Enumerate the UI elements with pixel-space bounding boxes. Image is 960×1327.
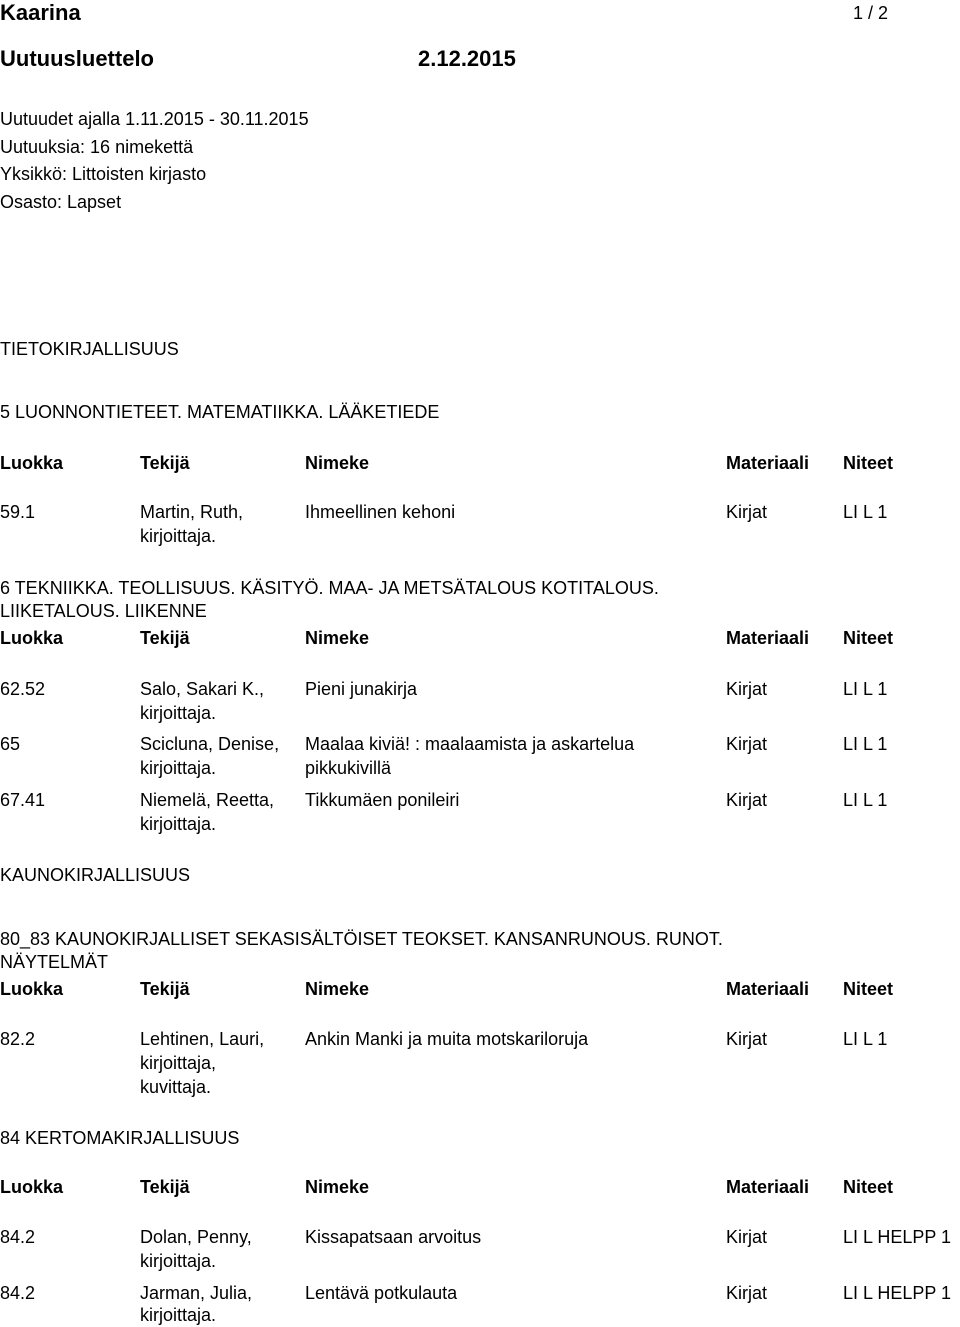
row-author-role: kirjoittaja. [140,526,217,546]
row-author: Jarman, Julia, [140,1283,253,1303]
table-row [0,500,960,550]
row-material: Kirjat [726,734,768,754]
row-author-role: kirjoittaja. [140,1305,217,1325]
column-header-title: Nimeke [305,453,370,473]
row-material: Kirjat [726,1029,768,1049]
column-header-title: Nimeke [305,979,370,999]
subsection-heading: 80_83 KAUNOKIRJALLISET SEKASISÄLTÖISET TEOKSET. KANSANRUNOUS. RUNOT. [0,929,723,949]
section-heading: TIETOKIRJALLISUUS [0,339,179,359]
table-header [0,1175,960,1199]
row-location: LI L 1 [843,1029,888,1049]
row-class: 62.52 [0,679,46,699]
document-title: Uutuusluettelo [0,46,154,71]
table-row [0,732,960,782]
row-author: Salo, Sakari K., [140,679,265,699]
row-author: Martin, Ruth, [140,502,244,522]
row-author-role: kirjoittaja. [140,758,217,778]
period-text: Uutuudet ajalla 1.11.2015 - 30.11.2015 [0,109,309,129]
column-header-class: Luokka [0,1177,64,1197]
row-material: Kirjat [726,679,768,699]
column-header-location: Niteet [843,1177,894,1197]
table-row [0,1225,960,1275]
column-header-title: Nimeke [305,1177,370,1197]
column-header-author: Tekijä [140,979,190,999]
row-author-role: kirjoittaja. [140,814,217,834]
row-class: 65 [0,734,21,754]
subsection-heading: 6 TEKNIIKKA. TEOLLISUUS. KÄSITYÖ. MAA- JA METSÄTALOUS KOTITALOUS. [0,578,659,598]
column-header-author: Tekijä [140,628,190,648]
table-header [0,626,960,650]
row-author-role-2: kuvittaja. [140,1077,212,1097]
row-author-role: kirjoittaja. [140,1251,217,1271]
column-header-material: Materiaali [726,628,810,648]
row-location: LI L 1 [843,790,888,810]
library-name: Kaarina [0,0,81,25]
row-title: Ankin Manki ja muita motskariloruja [305,1029,589,1049]
row-material: Kirjat [726,1283,768,1303]
row-class: 67.41 [0,790,46,810]
row-class: 59.1 [0,502,36,522]
column-header-location: Niteet [843,453,894,473]
row-class: 82.2 [0,1029,36,1049]
row-author: Scicluna, Denise, [140,734,280,754]
row-class: 84.2 [0,1283,36,1303]
row-title: Lentävä potkulauta [305,1283,458,1303]
column-header-location: Niteet [843,979,894,999]
count-text: Uutuuksia: 16 nimekettä [0,137,194,157]
column-header-material: Materiaali [726,453,810,473]
table-row [0,788,960,838]
row-material: Kirjat [726,790,768,810]
row-material: Kirjat [726,1227,768,1247]
row-location: LI L 1 [843,734,888,754]
column-header-author: Tekijä [140,1177,190,1197]
row-title: Tikkumäen ponileiri [305,790,460,810]
column-header-material: Materiaali [726,1177,810,1197]
row-title: Pieni junakirja [305,679,418,699]
subsection-heading: 5 LUONNONTIETEET. MATEMATIIKKA. LÄÄKETIEDE [0,402,440,422]
table-header [0,977,960,1001]
row-author: Niemelä, Reetta, [140,790,275,810]
row-class: 84.2 [0,1227,36,1247]
table-header [0,451,960,475]
column-header-title: Nimeke [305,628,370,648]
row-title: Kissapatsaan arvoitus [305,1227,482,1247]
column-header-class: Luokka [0,453,64,473]
column-header-material: Materiaali [726,979,810,999]
row-title: Ihmeellinen kehoni [305,502,456,522]
column-header-author: Tekijä [140,453,190,473]
row-title: Maalaa kiviä! : maalaamista ja askartelua [305,734,635,754]
row-author: Lehtinen, Lauri, [140,1029,265,1049]
row-author: Dolan, Penny, [140,1227,252,1247]
row-location: LI L 1 [843,502,888,522]
table-row [0,1281,960,1326]
row-title-cont: pikkukivillä [305,758,392,778]
table-row [0,1027,960,1101]
subsection-heading-cont: NÄYTELMÄT [0,952,109,972]
section-heading: KAUNOKIRJALLISUUS [0,865,191,885]
subsection-heading: 84 KERTOMAKIRJALLISUUS [0,1128,240,1148]
subsection-heading-cont: LIIKETALOUS. LIIKENNE [0,601,207,621]
page-number: 1 / 2 [853,3,889,23]
table-row [0,677,960,727]
row-location: LI L HELPP 1 [843,1227,952,1247]
department-text: Osasto: Lapset [0,192,122,212]
column-header-location: Niteet [843,628,894,648]
row-author-role: kirjoittaja. [140,703,217,723]
row-location: LI L HELPP 1 [843,1283,952,1303]
column-header-class: Luokka [0,628,64,648]
row-location: LI L 1 [843,679,888,699]
column-header-class: Luokka [0,979,64,999]
unit-text: Yksikkö: Littoisten kirjasto [0,164,207,184]
document-date: 2.12.2015 [418,46,516,71]
row-author-role: kirjoittaja, [140,1053,217,1073]
row-material: Kirjat [726,502,768,522]
